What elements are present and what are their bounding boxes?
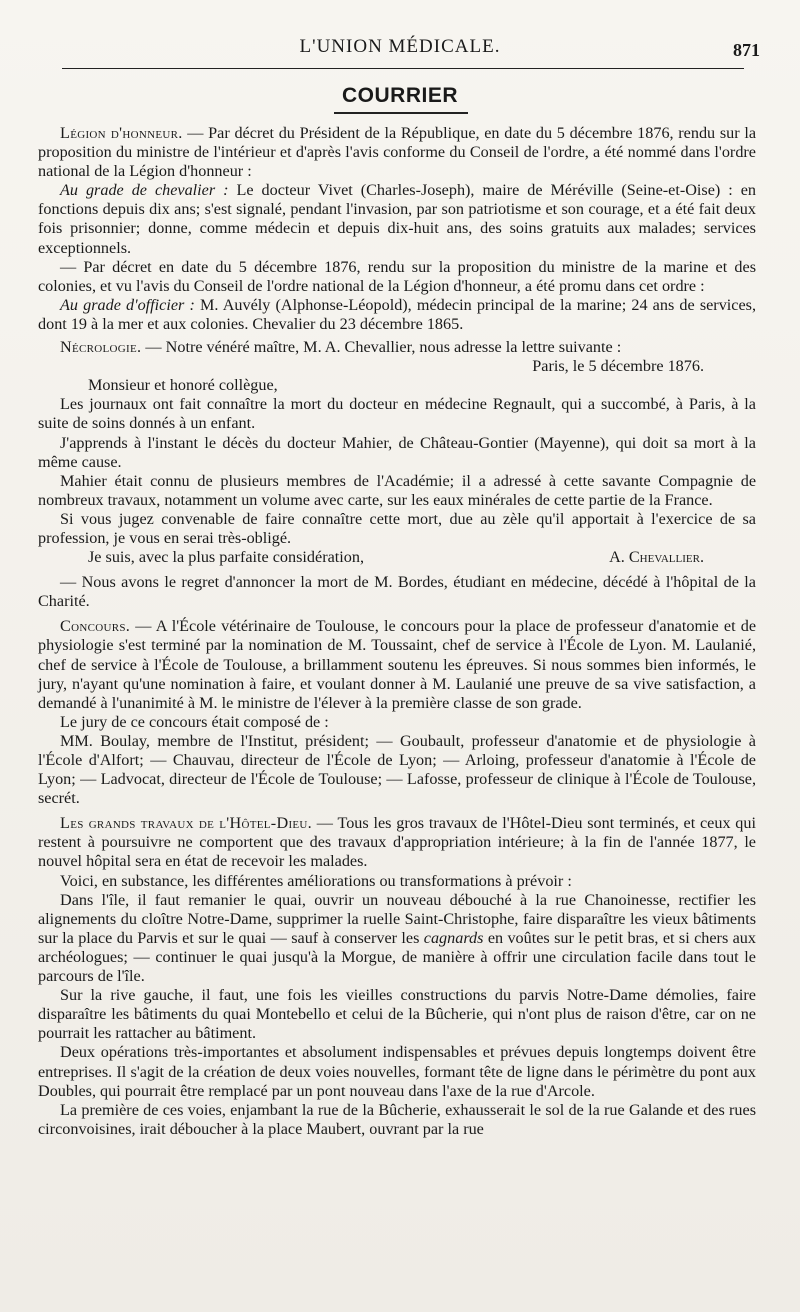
necrologie-intro bbox=[38, 338, 756, 357]
legion-decree-1: — Par décret du Président de la République, en date du 5 décembre 1876, rendu sur la proposition du ministre de l'intérieur et d'après l'avis conforme du Conseil de l'ordre, a été nommé dans l'ordre national de la Légion d'honneur : bbox=[38, 124, 757, 181]
legion-paragraph-2 bbox=[38, 181, 756, 257]
letter-place-date: Paris, le 5 décembre 1876. bbox=[532, 357, 704, 376]
bordes-notice: — Nous avons le regret d'annoncer la mort de M. Bordes, étudiant en médecine, décédé à l'hôpital de la Charité. bbox=[38, 573, 756, 611]
concours-paragraph-2: Le jury de ce concours était composé de : bbox=[60, 712, 329, 731]
necrologie-intro-text: — Notre vénéré maître, M. A. Chevallier, nous adresse la lettre suivante : bbox=[145, 338, 622, 357]
letter-signature: A. Chevallier. bbox=[609, 548, 704, 567]
legion-paragraph-4 bbox=[38, 296, 756, 334]
concours-paragraph-1 bbox=[38, 617, 756, 712]
travaux-text-1: — Tous les gros travaux de l'Hôtel-Dieu sont terminés, et ceux qui restent à poursuivre ne comportent que des travaux d'appropriation intérieure; à la fin de l'année 1877, le nouvel hôpital sera en état de recevoir les malades. bbox=[38, 814, 756, 871]
header-rule bbox=[62, 68, 744, 69]
concours-text-1: — A l'École vétérinaire de Toulouse, le concours pour la place de professeur d'anatomie et de physiologie s'est terminé par la nomination de M. Toussaint, chef de service à l'École de Lyon. M. Laulanié, chef de service à l'École de Toulouse, a brillamment soutenu les épreuves. Si nous sommes bien informés, le jury, n'ayant qu'une nomination à faire, et voulant donner à M. Laulanié une preuve de sa vive satisfaction, a demandé à l'unanimité à M. le ministre de l'élever à la première classe de son grade. bbox=[38, 617, 756, 712]
running-title: L'UNION MÉDICALE. bbox=[299, 36, 501, 57]
grade-chevalier-text: Le docteur Vivet (Charles-Joseph), maire de Méréville (Seine-et-Oise) : en fonctions depuis dix ans; s'est signalé, pendant l'invasion, par son patriotisme et son courage, et a été fait deux fois prisonnier; donne, comme médecin et depuis dix-huit ans, des soins gratuits aux malades; services exceptionnels. bbox=[38, 181, 757, 257]
section-title: COURRIER bbox=[341, 84, 458, 107]
travaux-paragraph-6: La première de ces voies, enjambant la rue de la Bûcherie, exhausserait le sol de la rue Galande et des rues circonvoisines, irait déboucher à la place Maubert, ouvrant par la rue bbox=[38, 1100, 756, 1138]
travaux-text-3b: en voûtes sur le petit bras, et si chers aux archéologues; — continuer le quai jusqu'à la Morgue, de manière à offrir une circulation facile dans tout le parcours de l'île. bbox=[38, 928, 756, 986]
legion-rubric: Légion d'honneur. bbox=[60, 124, 183, 142]
grade-officier-text: M. Auvély (Alphonse-Léopold), médecin principal de la marine; 24 ans de services, dont 19 à la mer et aux colonies. Chevalier du 23 décembre 1865. bbox=[38, 295, 757, 333]
letter-closing-row bbox=[38, 548, 756, 567]
letter-paragraph-4: Si vous jugez convenable de faire connaître cette mort, due au zèle qu'il apportait à l'exercice de sa profession, je vous en serai très-obligé. bbox=[38, 509, 756, 547]
letter-paragraph-3: Mahier était connu de plusieurs membres de l'Académie; il a adressé à cette savante Compagnie de nombreux travaux, notamment un volume avec carte, sur les eaux minérales de cette partie de la France. bbox=[38, 471, 756, 509]
letter-salutation: Monsieur et honoré collègue, bbox=[88, 376, 278, 395]
letter-paragraph-2: J'apprends à l'instant le décès du docteur Mahier, de Château-Gontier (Mayenne), qui doit sa mort à la même cause. bbox=[38, 433, 756, 471]
legion-decree-2: — Par décret en date du 5 décembre 1876, rendu sur la proposition du ministre de la marine et des colonies, et vu l'avis du Conseil de l'ordre national de la Légion d'honneur, a été promu dans cet ordre : bbox=[38, 257, 756, 295]
grade-chevalier-label: Au grade de chevalier : bbox=[60, 181, 229, 200]
travaux-text-3a: Dans l'île, il faut remanier le quai, ouvrir un nouveau débouché à la rue Chanoinesse, rectifier les alignements du cloître Notre-Dame, supprimer la ruelle Saint-Christophe, faire disparaître les vieux bâtiments sur la place du Parvis et sur le quai — sauf à conserver les bbox=[38, 890, 756, 947]
legion-paragraph-1 bbox=[38, 124, 756, 181]
travaux-rubric: Les grands travaux de l'Hôtel-Dieu. bbox=[60, 814, 313, 833]
section-title-underline bbox=[334, 112, 468, 114]
travaux-paragraph-3 bbox=[38, 891, 756, 986]
travaux-paragraph-5: Deux opérations très-importantes et absolument indispensables et prévues depuis longtemps doivent être entreprises. Il s'agit de la création de deux voies nouvelles, formant tête de ligne dans le périmètre du pont aux Doubles, qui pourrait être remplacé par un pont nouveau dans l'axe de la rue d'Arcole. bbox=[38, 1043, 756, 1100]
travaux-paragraph-4: Sur la rive gauche, il faut, une fois les vieilles constructions du parvis Notre-Dame démolies, faire disparaître les bâtiments du quai Montebello et celui de la Bûcherie, qui n'ont plus de raison d'être, car on ne pourrait les rattacher au bâtiment. bbox=[38, 986, 756, 1043]
necrologie-rubric: Nécrologie. bbox=[60, 338, 142, 357]
grade-officier-label: Au grade d'officier : bbox=[60, 295, 195, 314]
letter-paragraph-1: Les journaux ont fait connaître la mort du docteur en médecine Regnault, qui a succombé, à Paris, à la suite de soins donnés à un enfant. bbox=[38, 395, 756, 433]
legion-paragraph-3 bbox=[38, 258, 756, 296]
page-number: 871 bbox=[733, 40, 760, 60]
concours-paragraph-3: MM. Boulay, membre de l'Institut, président; — Goubault, professeur d'anatomie et de physiologie à l'École d'Alfort; — Chauvau, directeur de l'École de Lyon; — Arloing, professeur d'anatomie à l'École de Lyon; — Ladvocat, directeur de l'École de Toulouse; — Lafosse, professeur de clinique à l'École de Toulouse, secrét. bbox=[38, 731, 756, 808]
letter-closing: Je suis, avec la plus parfaite considération, bbox=[88, 548, 364, 567]
concours-rubric: Concours. bbox=[60, 617, 131, 636]
travaux-paragraph-1 bbox=[38, 814, 756, 871]
article-body bbox=[38, 124, 756, 1139]
travaux-paragraph-2: Voici, en substance, les différentes améliorations ou transformations à prévoir : bbox=[60, 871, 572, 890]
page-header bbox=[40, 26, 760, 66]
cagnards-term: cagnards bbox=[423, 928, 484, 947]
